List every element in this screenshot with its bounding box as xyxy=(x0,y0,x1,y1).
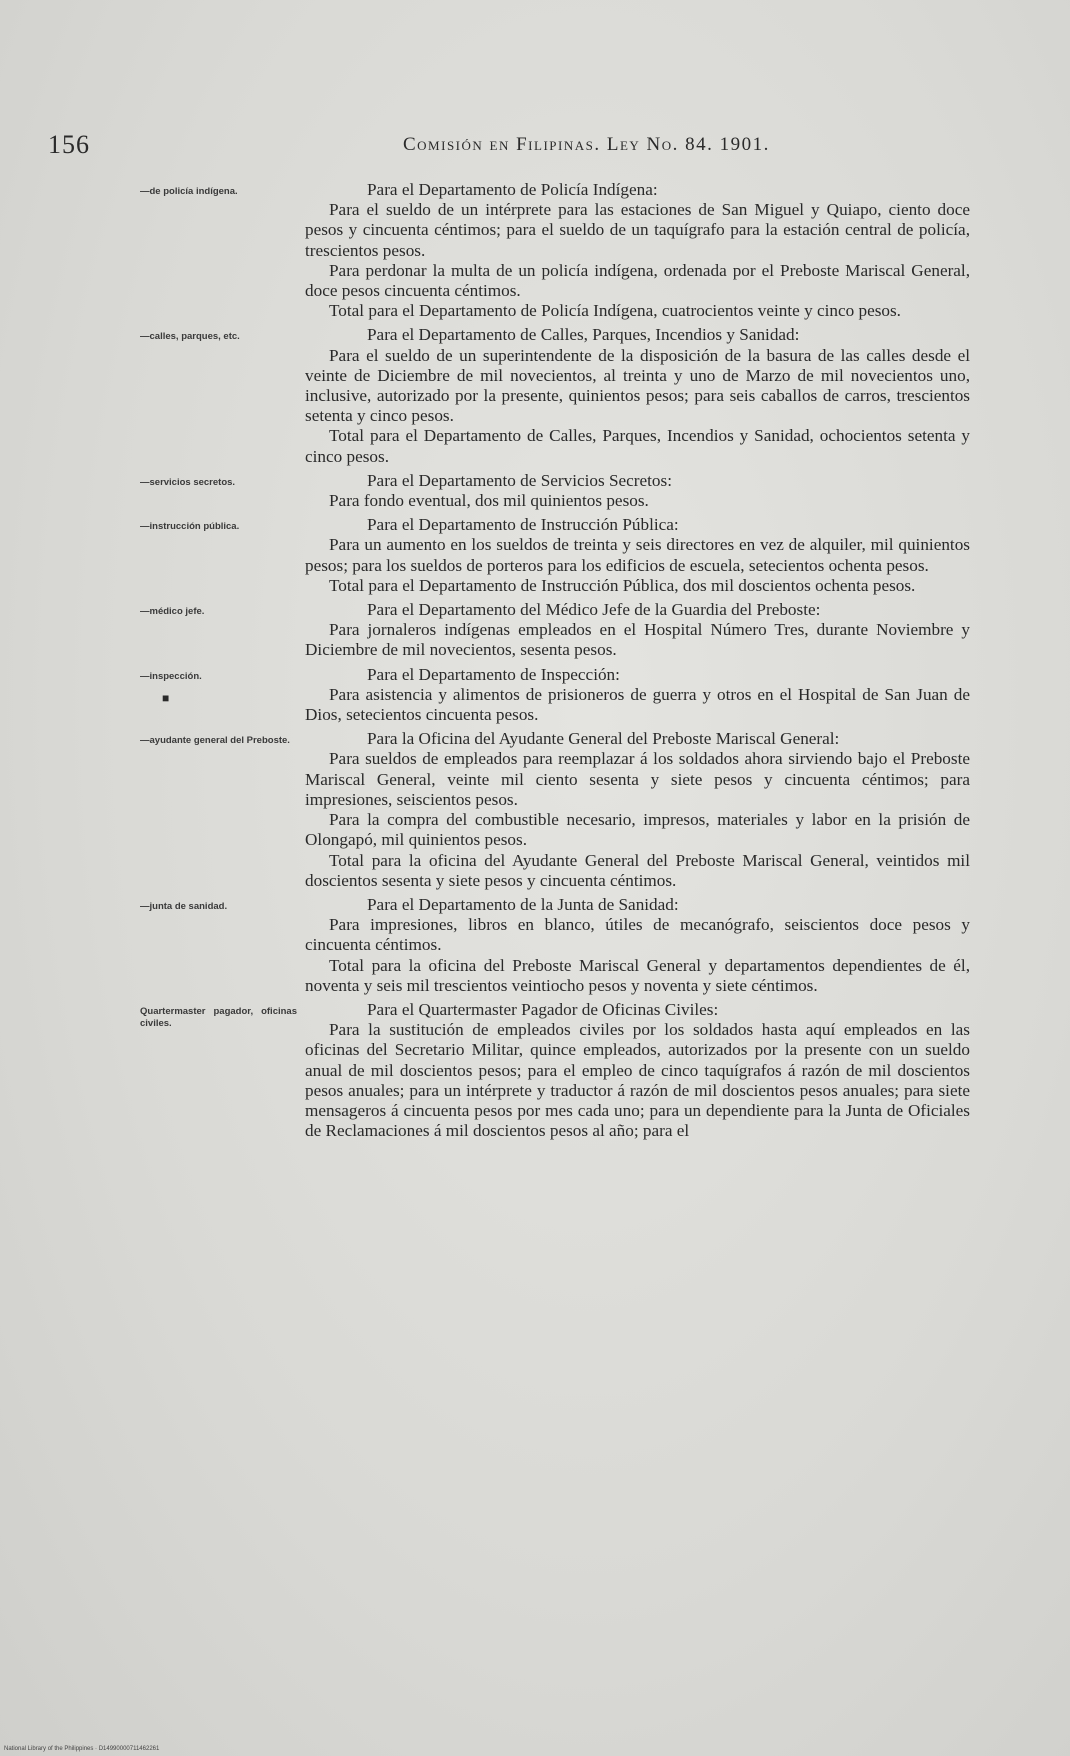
paragraph: Para el sueldo de un superintendente de la disposición de la basura de las calles desde el veinte de Diciembre de mil novecientos, al treinta y uno de Marzo de mil novecientos uno, inclusive, autorizado por la presente, quinientos pesos; para seis caballos de carros, trescientos setenta y cinco pesos. xyxy=(305,345,970,426)
section-text xyxy=(305,515,970,596)
section-heading: Para el Departamento de la Junta de Sanidad: xyxy=(367,894,679,914)
paragraph: Total para el Departamento de Calles, Parques, Incendios y Sanidad, ochocientos setenta y cinco pesos. xyxy=(305,426,970,466)
section-medico-jefe xyxy=(140,600,970,661)
paragraph: Para jornaleros indígenas empleados en el Hospital Número Tres, durante Noviembre y Diciembre de mil novecientos, sesenta pesos. xyxy=(305,620,970,660)
paragraph: Para sueldos de empleados para reemplazar á los soldados ahora sirviendo bajo el Preboste Mariscal General, veinte mil ciento sesenta y siete pesos y cincuenta céntimos; para impresiones, seiscientos pesos. xyxy=(305,749,970,809)
section-heading: Para el Departamento de Policía Indígena: xyxy=(367,180,658,199)
paragraph: Para el sueldo de un intérprete para las estaciones de San Miguel y Quiapo, ciento doce pesos y cincuenta céntimos; para el sueldo de un taquígrafo para la estación central de policía, trescientos pesos. xyxy=(305,200,970,260)
paragraph: Para asistencia y alimentos de prisioneros de guerra y otros en el Hospital de San Juan de Dios, setecientos cincuenta pesos. xyxy=(305,684,970,725)
running-head: Comisión en Filipinas. Ley No. 84. 1901. xyxy=(403,134,770,155)
section-calles-parques xyxy=(140,325,970,466)
margin-note: —servicios secretos. xyxy=(140,476,236,488)
section-heading: Para el Departamento de Inspección: xyxy=(367,664,620,684)
section-quartermaster xyxy=(140,1000,970,1141)
paragraph: Para la compra del combustible necesario, impresos, materiales y labor en la prisión de Olongapó, mil quinientos pesos. xyxy=(305,810,970,850)
section-heading: Para el Departamento de Calles, Parques, Incendios y Sanidad: xyxy=(367,325,800,345)
section-heading: Para el Departamento de Servicios Secretos: xyxy=(367,470,672,490)
paragraph: Para fondo eventual, dos mil quinientos pesos. xyxy=(329,491,649,511)
section-text xyxy=(305,729,970,891)
section-text xyxy=(305,180,970,321)
scan-source-mark: National Library of the Philippines · D14990000711462261 xyxy=(4,1746,160,1752)
margin-note: —junta de sanidad. xyxy=(140,900,228,912)
section-heading: Para el Departamento de Instrucción Pública: xyxy=(367,515,679,535)
margin-note: —médico jefe. xyxy=(140,606,205,618)
paragraph: Para la sustitución de empleados civiles por los soldados hasta aquí empleados en las oficinas del Secretario Militar, quince empleados, autorizados por la presente con un sueldo anual de mil doscientos pesos; para el empleo de cinco taquígrafos á razón de mil doscientos pesos anuales; para un intérprete y traductor á razón de mil doscientos pesos anuales; para siete mensageros á cincuenta pesos por mes cada uno; para un dependiente para la Junta de Oficiales de Reclamaciones á mil doscientos pesos al año; para el xyxy=(305,1020,970,1141)
section-heading: Para el Quartermaster Pagador de Oficinas Civiles: xyxy=(367,999,719,1019)
section-heading: Para el Departamento del Médico Jefe de la Guardia del Preboste: xyxy=(367,600,821,620)
section-inspeccion xyxy=(140,665,970,726)
page-header xyxy=(48,130,928,166)
margin-note: —calles, parques, etc. xyxy=(140,331,240,343)
section-instruccion-publica xyxy=(140,515,970,596)
paragraph: Para impresiones, libros en blanco, útiles de mecanógrafo, seiscientos doce pesos y cincuenta céntimos. xyxy=(305,915,970,955)
margin-note: —inspección. xyxy=(140,670,202,682)
section-text xyxy=(305,471,970,511)
paragraph: Para un aumento en los sueldos de treinta y seis directores en vez de alquiler, mil quinientos pesos; para los sueldos de porteros para los edificios de escuela, setecientos ochenta pesos. xyxy=(305,535,970,575)
section-text xyxy=(305,325,970,466)
section-junta-sanidad xyxy=(140,895,970,996)
paragraph: Total para el Departamento de Instrucción Pública, dos mil doscientos ochenta pesos. xyxy=(329,575,916,595)
paragraph: Total para el Departamento de Policía Indígena, cuatrocientos veinte y cinco pesos. xyxy=(329,301,901,321)
section-ayudante-general xyxy=(140,729,970,891)
paragraph: Para perdonar la multa de un policía indígena, ordenada por el Preboste Mariscal General, doce pesos cincuenta céntimos. xyxy=(305,260,970,301)
section-text xyxy=(305,665,970,726)
margin-note: Quartermaster pagador, oficinas civiles. xyxy=(140,1005,297,1029)
section-servicios-secretos xyxy=(140,471,970,511)
paragraph: Total para la oficina del Ayudante General del Preboste Mariscal General, veintidos mil doscientos sesenta y siete pesos y cincuenta céntimos. xyxy=(305,850,970,890)
document-body xyxy=(140,180,970,1141)
page-number: 156 xyxy=(48,130,90,159)
section-heading: Para la Oficina del Ayudante General del Preboste Mariscal General: xyxy=(367,729,840,749)
paragraph: Total para la oficina del Preboste Mariscal General y departamentos dependientes de él, noventa y seis mil trescientos veintiocho pesos y noventa y siete céntimos. xyxy=(305,955,970,995)
section-text xyxy=(305,1000,970,1141)
section-policia-indigena xyxy=(140,180,970,321)
margin-note: —instrucción pública. xyxy=(140,521,240,533)
section-text xyxy=(305,600,970,661)
section-text xyxy=(305,895,970,996)
bullet-mark-icon: ■ xyxy=(162,690,170,705)
margin-note: —ayudante general del Preboste. xyxy=(140,735,290,747)
margin-note: —de policía indígena. xyxy=(140,186,238,197)
